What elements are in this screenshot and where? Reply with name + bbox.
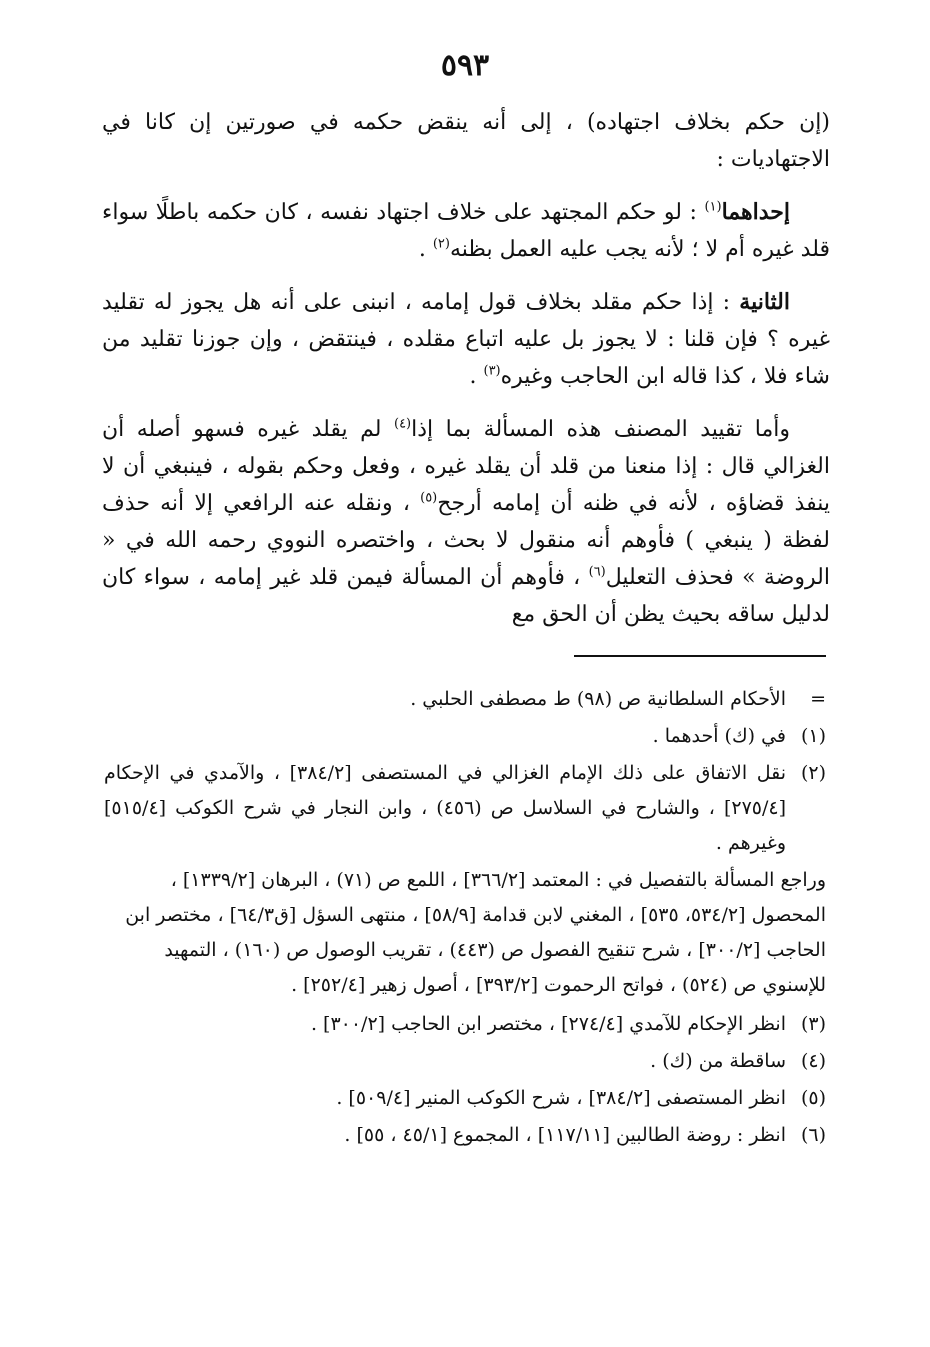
footnote-3-label: (٣) (800, 1013, 826, 1035)
paragraph-1-text: (إن حكم بخلاف اجتهاده) ، إلى أنه ينقض حكمه في صورتين إن كانا في الاجتهاديات : (102, 110, 830, 172)
footnote-4-label: (٤) (800, 1050, 826, 1072)
paragraph-2-text: : لو حكم المجتهد على خلاف اجتهاد نفسه ، كان حكمه باطلًا سواء قلد غيره أم لا ؛ لأنه يجب عليه العمل بظنه (102, 200, 830, 262)
footnote-2-continued (104, 863, 826, 1003)
paragraph-4-text-d: ، فأوهم أن المسألة فيمن قلد غير إمامه ، سواء كان لدليل ساقه بحيث يظن أن الحق مع (102, 565, 830, 627)
footnote-4 (104, 1044, 826, 1079)
paragraph-4 (102, 411, 830, 633)
footnote-2 (104, 756, 826, 861)
footnote-ref-6[interactable]: (٦) (588, 564, 606, 580)
footnote-3-text: انظر الإحكام للآمدي [٢٧٤/٤] ، مختصر ابن الحاجب [٣٠٠/٢] . (310, 1013, 786, 1035)
footnote-1-label: (١) (800, 725, 826, 747)
footnote-ref-2[interactable]: (٢) (432, 236, 450, 252)
footnote-ref-4[interactable]: (٤) (393, 416, 412, 432)
paragraph-2-lead: إحداهما (721, 199, 790, 225)
paragraph-3-lead: الثانية (739, 289, 790, 315)
main-text (102, 104, 830, 649)
footnote-continuation-label: = (810, 688, 826, 710)
footnote-ref-3[interactable]: (٣) (483, 363, 501, 379)
footnote-5-label: (٥) (800, 1087, 826, 1109)
footnote-1 (104, 719, 826, 754)
paragraph-4-text-c: ، ونقله عنه الرافعي إلا أنه حذف لفظة ( ينبغي ) فأوهم أنه منقول لا بحث ، واختصره النووي رحمه الله في « الروضة » فحذف التعليل (102, 491, 830, 590)
footnote-2-label: (٢) (800, 762, 826, 784)
footnote-5 (104, 1081, 826, 1116)
footnote-5-text: انظر المستصفى [٣٨٤/٢] ، شرح الكوكب المنير [٥٠٩/٤] . (336, 1087, 786, 1109)
page-number: ٥٩٣ (440, 48, 490, 83)
footnote-4-text: ساقطة من (ك) . (650, 1050, 786, 1072)
paragraph-3-end: . (469, 364, 484, 389)
footnote-ref-5[interactable]: (٥) (420, 490, 438, 506)
footnote-6-text: انظر : روضة الطالبين [١١٧/١١] ، المجموع [٤٥/١ ، ٥٥] . (344, 1124, 786, 1146)
paragraph-4-text-a: وأما تقييد المصنف هذه المسألة بما إذا (411, 417, 791, 442)
footnotes (104, 682, 826, 1155)
footnote-6-label: (٦) (800, 1124, 826, 1146)
footnote-3 (104, 1007, 826, 1042)
paragraph-3-text: : إذا حكم مقلد بخلاف قول إمامه ، انبنى على أنه هل يجوز له تقليد غيره ؟ فإن قلنا : لا يجوز بل عليه اتباع مقلده ، فينتقض ، وإن جوزنا تقليد من شاء فلا ، كذا قاله ابن الحاجب وغيره (102, 290, 830, 389)
footnote-1-text: في (ك) أحدهما . (652, 725, 786, 747)
footnote-2-more-text: وراجع المسألة بالتفصيل في : المعتمد [٣٦٦/٢] ، اللمع ص (٧١) ، البرهان [١٣٣٩/٢] ، المحصول [٥٣٤/٢، ٥٣٥] ، المغني لابن قدامة [٥٨/٩] ، منتهى السؤل [ق٦٤/٣] ، مختصر ابن الحاجب [٣٠٠/٢] ، شرح تنقيح الفصول ص (٤٤٣) ، تقريب الوصول ص (١٦٠) ، التمهيد للإسنوي ص (٥٢٤) ، فواتح الرحموت [٣٩٣/٢] ، أصول زهير [٢٥٢/٤] . (125, 869, 826, 996)
footnote-2-text: نقل الاتفاق على ذلك الإمام الغزالي في المستصفى [٣٨٤/٢] ، والآمدي في الإحكام [٢٧٥/٤] ، والشارح في السلاسل ص (٤٥٦) ، وابن النجار في شرح الكوكب [٥١٥/٤] وغيرهم . (104, 762, 787, 854)
paragraph-4-text-b: لم يقلد غيره فسهو أصله أن الغزالي قال : إذا منعنا من قلد أن يقلد غيره ، وفعل وحكم بقوله ، فينبغي أن لا ينفذ قضاؤه ، لأنه في ظنه أن إمامه أرجح (102, 417, 830, 516)
footnote-6 (104, 1118, 826, 1153)
paragraph-2 (102, 194, 830, 268)
footnote-separator (574, 655, 826, 657)
footnote-continuation-text: الأحكام السلطانية ص (٩٨) ط مصطفى الحلبي . (410, 688, 786, 710)
paragraph-3 (102, 284, 830, 395)
footnote-ref-1[interactable]: (١) (704, 199, 722, 215)
paragraph-1 (102, 104, 830, 178)
footnote-continuation (104, 682, 826, 717)
paragraph-2-end: . (418, 237, 433, 262)
